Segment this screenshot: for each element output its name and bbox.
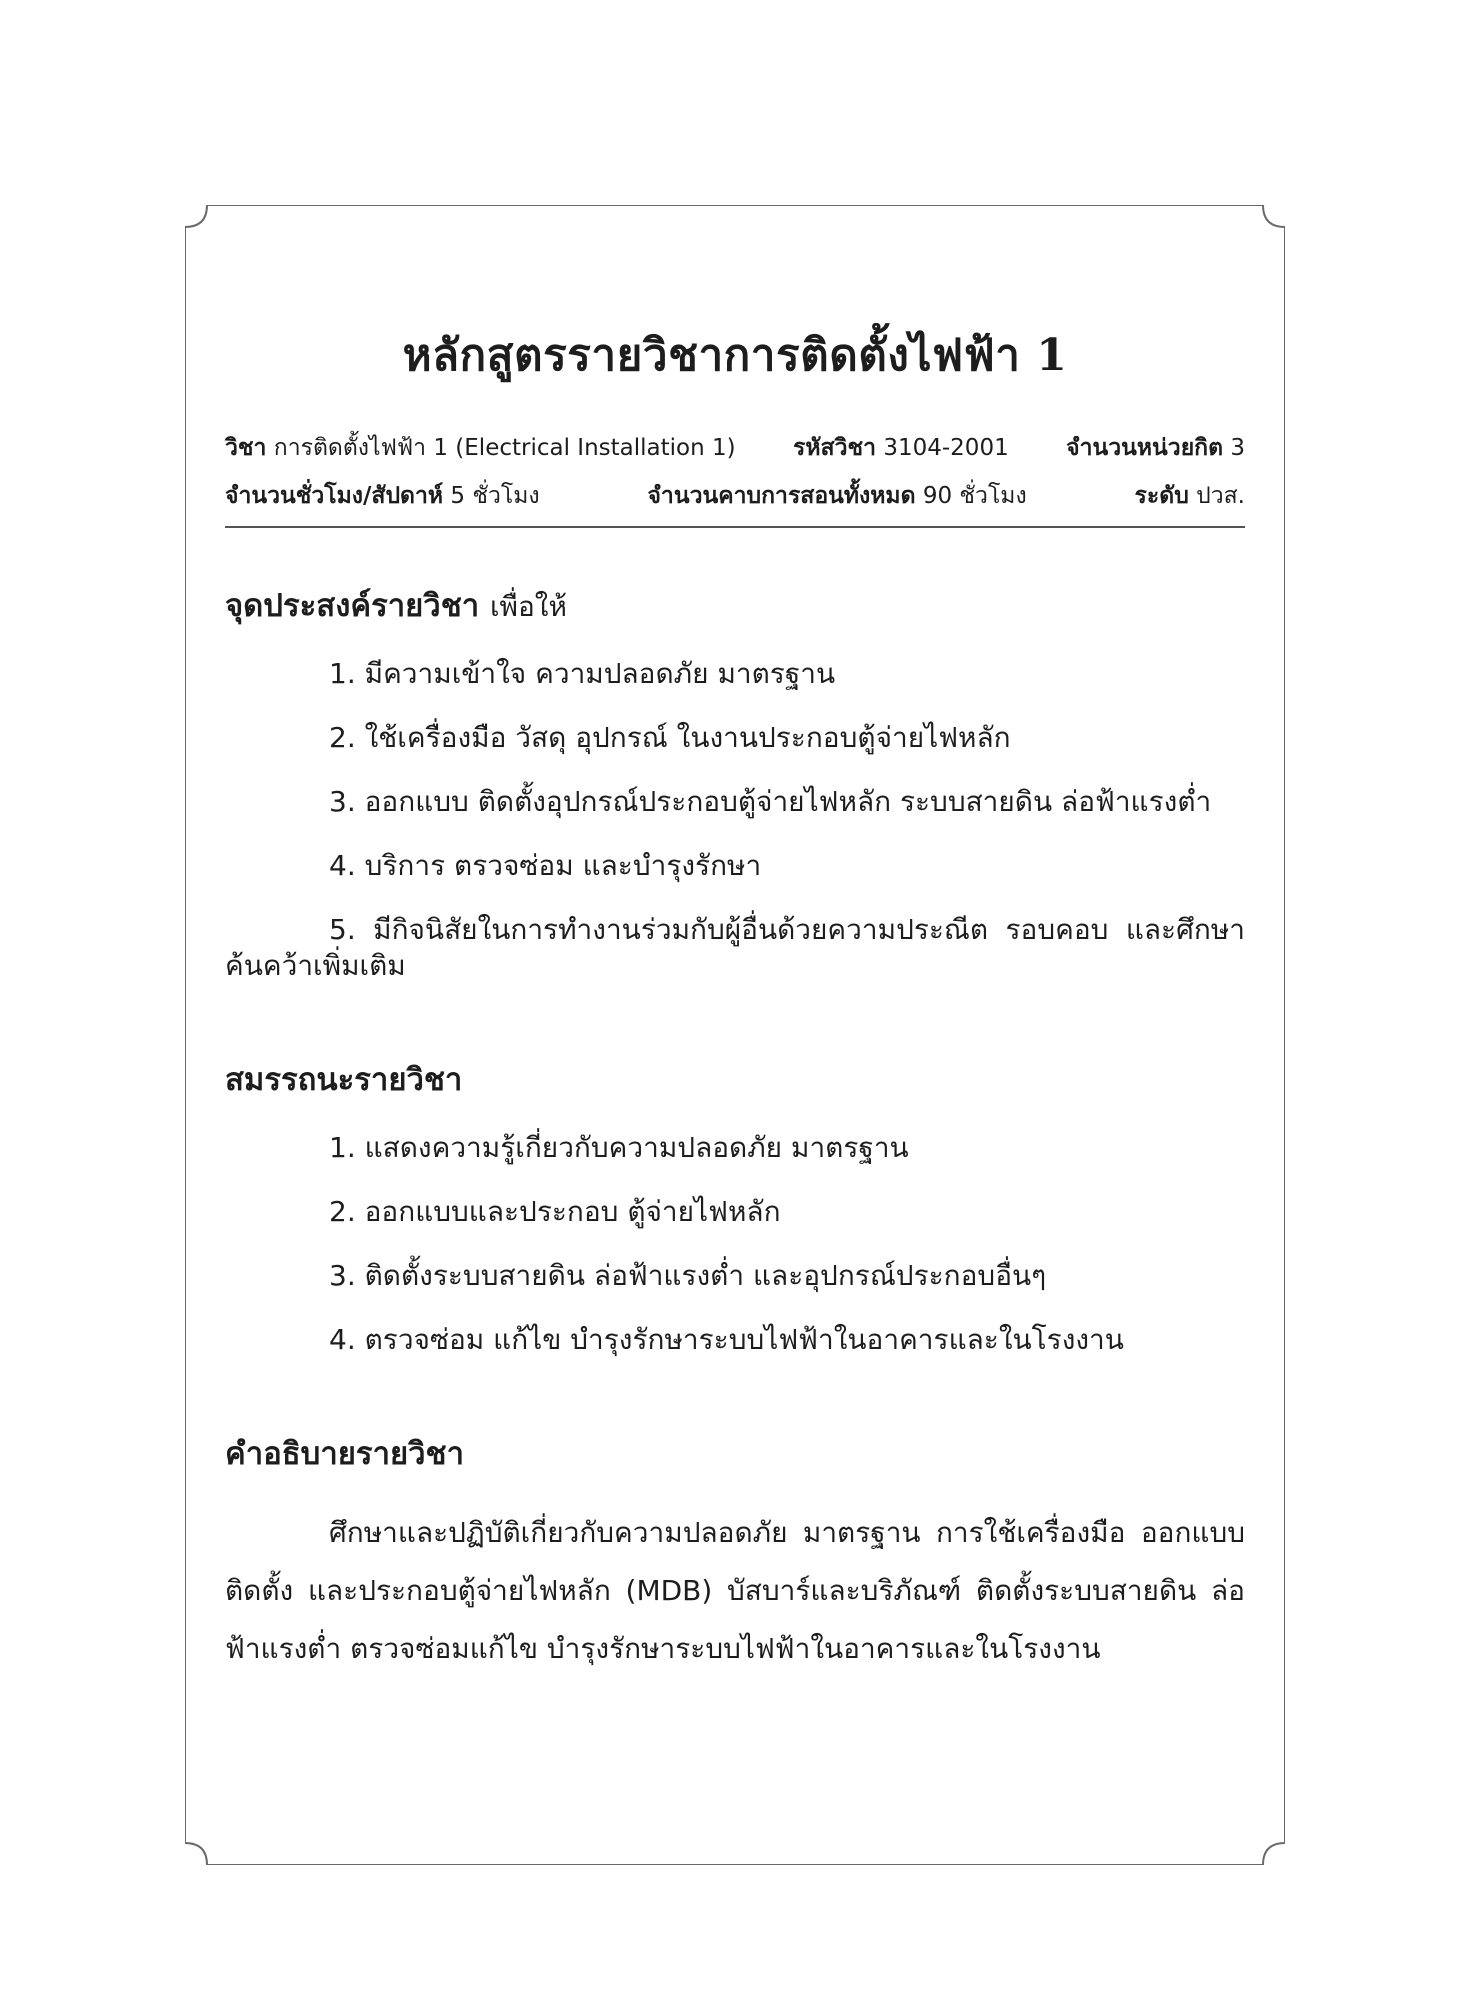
info-label: ระดับ <box>1134 483 1189 509</box>
list-item: 3. ออกแบบ ติดตั้งอุปกรณ์ประกอบตู้จ่ายไฟหลัก ระบบสายดิน ล่อฟ้าแรงต่ำ <box>329 785 1212 818</box>
info-value: การติดตั้งไฟฟ้า 1 (Electrical Installation 1) <box>273 435 736 461</box>
info-label: จำนวนชั่วโมง/สัปดาห์ <box>225 483 444 509</box>
objectives-heading-suffix: เพื่อให้ <box>489 590 567 623</box>
course-info-row-2 <box>225 478 1245 514</box>
course-info-row-1 <box>225 430 1245 466</box>
course-name <box>225 430 736 466</box>
info-label: จำนวนหน่วยกิต <box>1066 435 1224 461</box>
section-heading <box>225 580 1245 630</box>
total-hours <box>647 478 1026 514</box>
list-item: 3. ติดตั้งระบบสายดิน ล่อฟ้าแรงต่ำ และอุปกรณ์ประกอบอื่นๆ <box>329 1259 1047 1292</box>
description-section <box>225 1428 1245 1678</box>
list-item: 1. มีความเข้าใจ ความปลอดภัย มาตรฐาน <box>329 657 836 690</box>
competencies-section <box>225 1054 1245 1358</box>
list-item: 2. ใช้เครื่องมือ วัสดุ อุปกรณ์ ในงานประกอบตู้จ่ายไฟหลัก <box>329 721 1011 754</box>
list-item: 1. แสดงความรู้เกี่ยวกับความปลอดภัย มาตรฐาน <box>329 1131 909 1164</box>
page-title: หลักสูตรรายวิชาการติดตั้งไฟฟ้า 1 <box>402 330 1068 381</box>
list-item: 4. ตรวจซ่อม แก้ไข บำรุงรักษาระบบไฟฟ้าในอาคารและในโรงงาน <box>329 1323 1124 1356</box>
list-item: 2. ออกแบบและประกอบ ตู้จ่ายไฟหลัก <box>329 1195 781 1228</box>
info-label: วิชา <box>225 435 267 461</box>
info-value: 90 ชั่วโมง <box>922 483 1027 509</box>
list-item: 4. บริการ ตรวจซ่อม และบำรุงรักษา <box>329 849 762 882</box>
description-text: ศึกษาและปฏิบัติเกี่ยวกับความปลอดภัย มาตรฐาน การใช้เครื่องมือ ออกแบบ ติดตั้ง และประกอบตู้จ่ายไฟหลัก (MDB) บัสบาร์และบริภัณฑ์ ติดตั้งระบบสายดิน ล่อฟ้าแรงต่ำ ตรวจซ่อมแก้ไข บำรุงรักษาระบบไฟฟ้าในอาคารและในโรงงาน <box>225 1516 1245 1665</box>
competencies-list <box>225 1130 1245 1358</box>
competencies-heading: สมรรถนะรายวิชา <box>225 1062 463 1098</box>
info-value: 3 <box>1230 435 1245 461</box>
divider <box>225 526 1245 528</box>
info-label: จำนวนคาบการสอนทั้งหมด <box>647 483 916 509</box>
hours-per-week <box>225 478 540 514</box>
course-content <box>225 320 1245 1748</box>
credit-count <box>1066 430 1245 466</box>
description-heading: คำอธิบายรายวิชา <box>225 1436 465 1472</box>
objectives-heading: จุดประสงค์รายวิชา <box>225 588 480 624</box>
info-label: รหัสวิชา <box>793 435 877 461</box>
info-value: ปวส. <box>1196 483 1245 509</box>
info-value: 3104-2001 <box>883 435 1009 461</box>
info-value: 5 ชั่วโมง <box>450 483 540 509</box>
list-item: 5. มีกิจนิสัยในการทำงานร่วมกับผู้อื่นด้วยความประณีต รอบคอบ และศึกษาค้นคว้าเพิ่มเติม <box>225 913 1245 982</box>
course-code <box>793 430 1009 466</box>
objectives-section <box>225 580 1245 984</box>
objectives-list <box>225 656 1245 984</box>
course-level <box>1135 478 1245 514</box>
